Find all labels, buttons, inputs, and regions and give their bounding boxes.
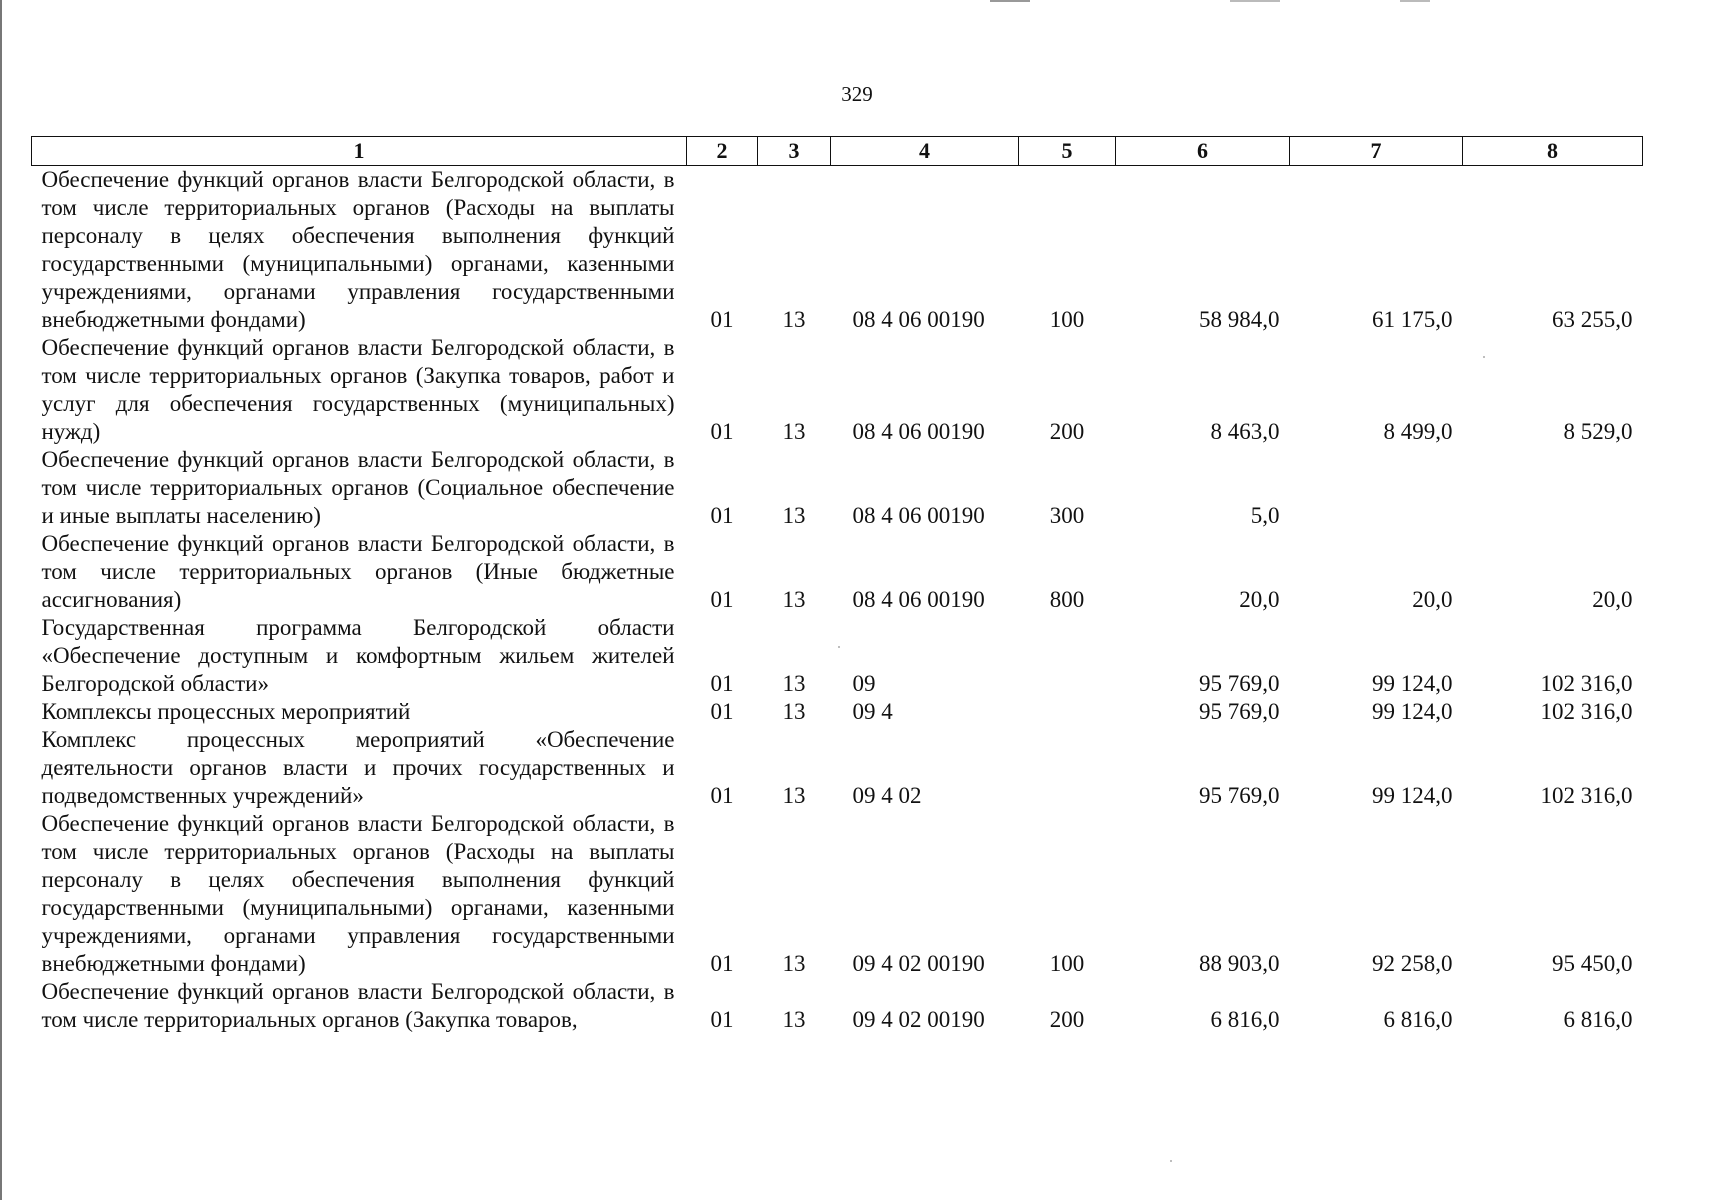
- table-row: [32, 530, 1643, 614]
- amount-col7: 99 124,0: [1372, 783, 1453, 808]
- expense-type-code: 100: [1049, 951, 1085, 976]
- amount-col7: 6 816,0: [1383, 1007, 1453, 1032]
- expense-name: Обеспечение функций органов власти Белгородской области, в том числе территориальных органов (Иные бюджетные ассигнования): [41, 531, 675, 612]
- amount-col6: 88 903,0: [1199, 951, 1280, 976]
- section-code: 01: [710, 419, 734, 444]
- column-header: 6: [1116, 137, 1290, 166]
- column-header: 7: [1290, 137, 1463, 166]
- amount-col8: 102 316,0: [1540, 783, 1633, 808]
- expense-name: Государственная программа Белгородской области «Обеспечение доступным и комфортным жильем жителей Белгородской области»: [41, 615, 675, 696]
- subsection-code: 13: [782, 587, 806, 612]
- page-number: 329: [841, 82, 873, 106]
- expense-name: Обеспечение функций органов власти Белгородской области, в том числе территориальных органов (Расходы на выплаты персоналу в целях обеспечения выполнения функций государственными (муниципальными) органами, казенными учреждениями, органами управления государственными внебюджетными фондами): [41, 811, 675, 976]
- column-header: 2: [687, 137, 758, 166]
- amount-col6: 95 769,0: [1199, 671, 1280, 696]
- target-article-code: 09 4: [852, 699, 893, 724]
- subsection-code: 13: [782, 419, 806, 444]
- table-row: [32, 446, 1643, 530]
- amount-col7: 92 258,0: [1372, 951, 1453, 976]
- expense-name: Обеспечение функций органов власти Белгородской области, в том числе территориальных органов (Социальное обеспечение и иные выплаты населению): [41, 447, 675, 528]
- column-header: 4: [831, 137, 1019, 166]
- column-header: 3: [758, 137, 831, 166]
- amount-col7: 8 499,0: [1383, 419, 1453, 444]
- subsection-code: 13: [782, 783, 806, 808]
- amount-col8: 102 316,0: [1540, 671, 1633, 696]
- table-row: [32, 698, 1643, 726]
- subsection-code: 13: [782, 307, 806, 332]
- target-article-code: 09 4 02: [852, 783, 922, 808]
- expense-name: Обеспечение функций органов власти Белгородской области, в том числе территориальных органов (Закупка товаров, работ и услуг для обеспечения государственных (муниципальных) нужд): [41, 335, 675, 444]
- expense-name: Комплексы процессных мероприятий: [41, 699, 411, 724]
- section-code: 01: [710, 783, 734, 808]
- target-article-code: 08 4 06 00190: [852, 587, 985, 612]
- section-code: 01: [710, 307, 734, 332]
- amount-col6: 8 463,0: [1210, 419, 1280, 444]
- subsection-code: 13: [782, 1007, 806, 1032]
- column-header: 5: [1019, 137, 1116, 166]
- table-row: [32, 166, 1643, 335]
- expense-type-code: 200: [1049, 1007, 1085, 1032]
- column-number-header: [32, 137, 1643, 166]
- scan-speck: [1170, 1160, 1172, 1162]
- section-code: 01: [710, 951, 734, 976]
- expense-type-code: [1019, 614, 1116, 698]
- expense-type-code: 300: [1049, 503, 1085, 528]
- section-code: 01: [710, 671, 734, 696]
- target-article-code: 08 4 06 00190: [852, 419, 985, 444]
- column-header: 8: [1463, 137, 1643, 166]
- expense-type-code: 800: [1049, 587, 1085, 612]
- amount-col6: 6 816,0: [1210, 1007, 1280, 1032]
- expense-type-code: [1019, 698, 1116, 726]
- amount-col6: 95 769,0: [1199, 783, 1280, 808]
- expense-name: Комплекс процессных мероприятий «Обеспечение деятельности органов власти и прочих государственных и подведомственных учреждений»: [41, 727, 675, 808]
- table-row: [32, 614, 1643, 698]
- scan-mark: [1400, 0, 1430, 2]
- section-code: 01: [710, 1007, 734, 1032]
- amount-col6: 5,0: [1250, 503, 1280, 528]
- expense-type-code: 200: [1049, 419, 1085, 444]
- amount-col8: 8 529,0: [1563, 419, 1633, 444]
- scan-mark: [1230, 0, 1280, 2]
- target-article-code: 08 4 06 00190: [852, 307, 985, 332]
- amount-col8: [1463, 446, 1643, 530]
- scan-mark: [990, 0, 1030, 2]
- amount-col7: 99 124,0: [1372, 671, 1453, 696]
- expense-name: Обеспечение функций органов власти Белгородской области, в том числе территориальных органов (Закупка товаров,: [41, 979, 675, 1032]
- amount-col7: 99 124,0: [1372, 699, 1453, 724]
- subsection-code: 13: [782, 699, 806, 724]
- expense-name: Обеспечение функций органов власти Белгородской области, в том числе территориальных органов (Расходы на выплаты персоналу в целях обеспечения выполнения функций государственными (муниципальными) органами, казенными учреждениями, органами управления государственными внебюджетными фондами): [41, 167, 675, 332]
- budget-table: [31, 136, 1643, 1034]
- section-code: 01: [710, 699, 734, 724]
- amount-col8: 6 816,0: [1563, 1007, 1633, 1032]
- target-article-code: 09: [852, 671, 876, 696]
- expense-type-code: 100: [1049, 307, 1085, 332]
- subsection-code: 13: [782, 503, 806, 528]
- amount-col7: 20,0: [1412, 587, 1453, 612]
- table-row: [32, 810, 1643, 978]
- table-row: [32, 978, 1643, 1034]
- target-article-code: 09 4 02 00190: [852, 1007, 985, 1032]
- section-code: 01: [710, 503, 734, 528]
- target-article-code: 09 4 02 00190: [852, 951, 985, 976]
- column-header: 1: [32, 137, 687, 166]
- amount-col6: 58 984,0: [1199, 307, 1280, 332]
- subsection-code: 13: [782, 951, 806, 976]
- amount-col8: 102 316,0: [1540, 699, 1633, 724]
- amount-col7: 61 175,0: [1372, 307, 1453, 332]
- amount-col6: 20,0: [1239, 587, 1280, 612]
- page-edge-line: [0, 0, 2, 1200]
- amount-col8: 20,0: [1592, 587, 1633, 612]
- amount-col8: 95 450,0: [1552, 951, 1633, 976]
- amount-col8: 63 255,0: [1552, 307, 1633, 332]
- target-article-code: 08 4 06 00190: [852, 503, 985, 528]
- section-code: 01: [710, 587, 734, 612]
- amount-col6: 95 769,0: [1199, 699, 1280, 724]
- expense-type-code: [1019, 726, 1116, 810]
- subsection-code: 13: [782, 671, 806, 696]
- table-row: [32, 726, 1643, 810]
- amount-col7: [1290, 446, 1463, 530]
- table-row: [32, 334, 1643, 446]
